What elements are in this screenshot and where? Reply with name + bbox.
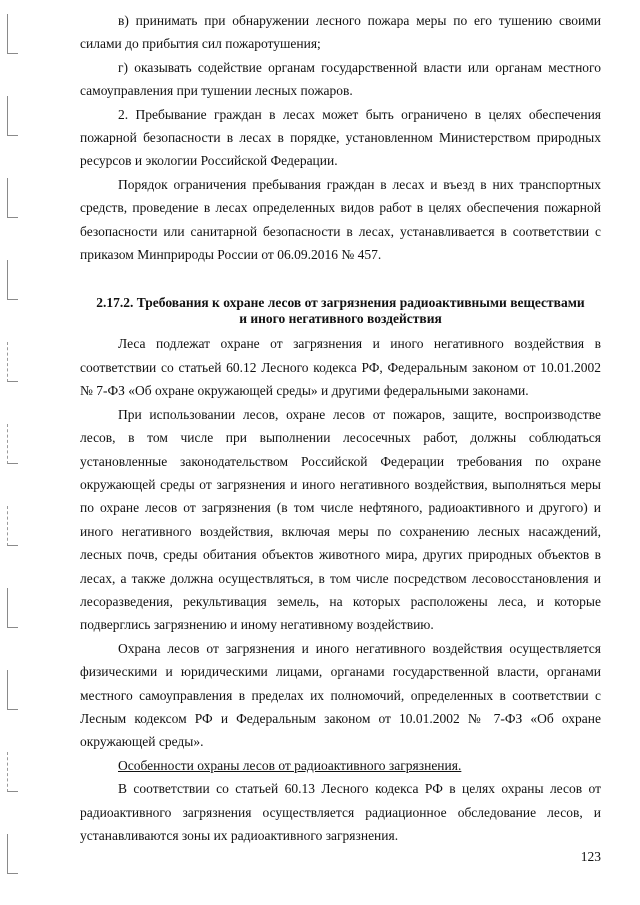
- binding-margin-marks: [0, 0, 40, 905]
- binding-mark: [7, 96, 18, 136]
- binding-mark: [7, 506, 18, 546]
- paragraph-item-v: в) принимать при обнаружении лесного пожара меры по его тушению своими силами до прибытия сил пожаротушения;: [80, 13, 601, 52]
- binding-mark: [7, 178, 18, 218]
- section-heading-line1: 2.17.2. Требования к охране лесов от загрязнения радиоактивными веществами: [96, 295, 585, 311]
- underlined-subheading: Особенности охраны лесов от радиоактивного загрязнения.: [118, 757, 462, 773]
- binding-mark: [7, 752, 18, 792]
- binding-mark: [7, 424, 18, 464]
- paragraph-requirements: При использовании лесов, охране лесов от пожаров, защите, воспроизводстве лесов, в том числе при выполнении лесосечных работ, должны соблюдаться установленные законодательством Российской Федерации требования по охране окружающей среды от загрязнения и иного негативного воздействия, выполняться меры по охране лесов от загрязнения (в том числе нефтяного, радиоактивного и другого) и иного негативного воздействия, включая меры по сохранению лесных насаждений, лесных почв, среды обитания объектов животного мира, других природных объектов в лесах, а также должна осуществляться, в том числе посредством лесовосстановления и лесоразведения, рекультивация земель, на которых расположены леса, и которые подверглись загрязнению и иному негативному воздействию.: [80, 406, 601, 633]
- binding-mark: [7, 834, 18, 874]
- binding-mark: [7, 260, 18, 300]
- section-heading-line2: и иного негативного воздействия: [239, 311, 442, 327]
- section-heading: [80, 295, 601, 327]
- binding-mark: [7, 342, 18, 382]
- paragraph-responsibility: Охрана лесов от загрязнения и иного негативного воздействия осуществляется физическими и юридическими лицами, органами государственной власти, органами местного самоуправления в пределах их полномочий, определенных в соответствии с Лесным кодексом РФ и Федеральным законом от 10.01.2002 № 7-ФЗ «Об охране окружающей среды».: [80, 640, 601, 750]
- document-body: [80, 9, 601, 847]
- paragraph-order: Порядок ограничения пребывания граждан в лесах и въезд в них транспортных средств, проведение в лесах определенных видов работ в целях обеспечения пожарной безопасности или санитарной безопасности в лесах, устанавливается в соответствии с приказом Минприроды России от 06.09.2016 № 457.: [80, 176, 601, 263]
- page-number: 123: [580, 849, 601, 864]
- paragraph-radiation-survey: В соответствии со статьей 60.13 Лесного кодекса РФ в целях охраны лесов от радиоактивного загрязнения осуществляется радиационное обследование лесов, и устанавливаются зоны их радиоактивного загрязнения.: [80, 781, 601, 843]
- binding-mark: [7, 670, 18, 710]
- paragraph-item-g: г) оказывать содействие органам государственной власти или органам местного самоуправления при тушении лесных пожаров.: [80, 59, 601, 99]
- binding-mark: [7, 588, 18, 628]
- paragraph-restriction: 2. Пребывание граждан в лесах может быть ограничено в целях обеспечения пожарной безопасности в лесах в порядке, установленном Министерством природных ресурсов и экологии Российской Федерации.: [80, 106, 601, 169]
- binding-mark: [7, 14, 18, 54]
- paragraph-protection: Леса подлежат охране от загрязнения и иного негативного воздействия в соответствии со статьей 60.12 Лесного кодекса РФ, Федеральным законом от 10.01.2002 № 7-ФЗ «Об охране окружающей среды» и другими федеральными законами.: [80, 336, 601, 399]
